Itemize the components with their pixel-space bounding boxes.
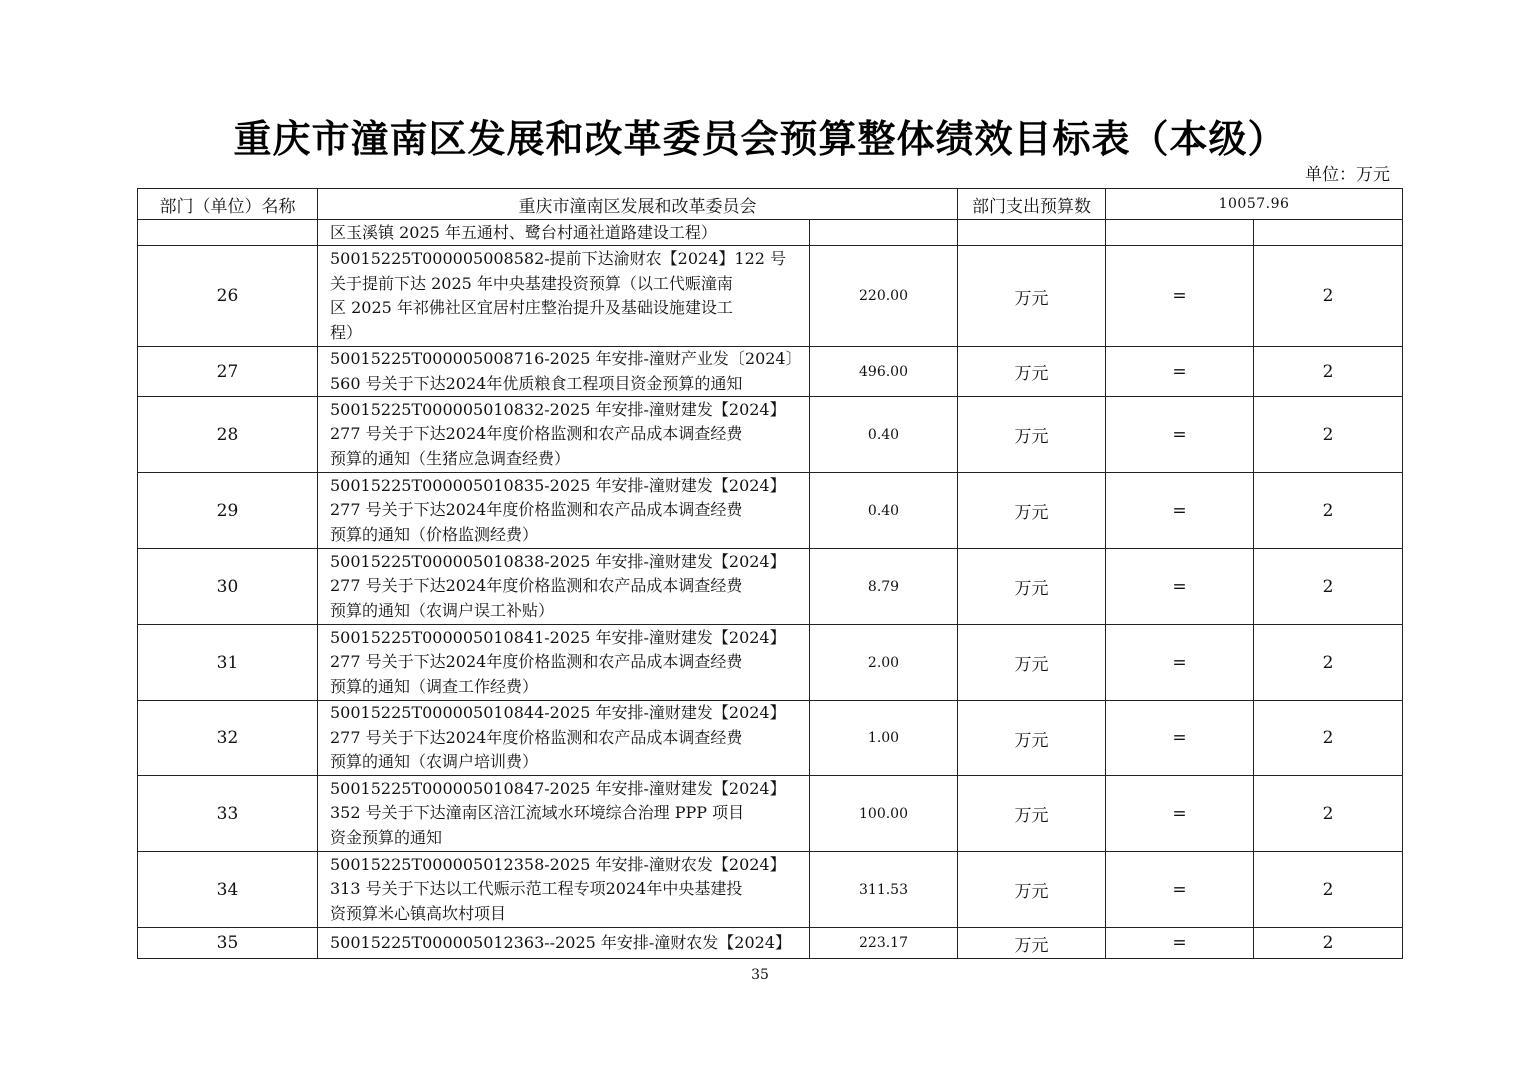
value-cell: 2 — [1254, 549, 1403, 625]
operator-cell: = — [1106, 473, 1254, 549]
operator-cell: = — [1106, 928, 1254, 959]
description-line: 资金预算的通知 — [330, 827, 443, 847]
table-row — [138, 347, 1403, 397]
project-description-cell — [318, 852, 810, 928]
project-description-cell — [318, 347, 810, 397]
value-cell: 2 — [1254, 625, 1403, 701]
table-row — [138, 549, 1403, 625]
project-description-cell — [318, 397, 810, 473]
description-line: 50015225T000005010847-2025 年安排-潼财建发【2024】 — [330, 778, 786, 798]
amount-cell: 2.00 — [810, 625, 958, 701]
value-cell: 2 — [1254, 776, 1403, 852]
operator-cell: = — [1106, 776, 1254, 852]
table-cell — [1254, 220, 1403, 246]
amount-cell: 0.40 — [810, 473, 958, 549]
description-line: 预算的通知（生猪应急调查经费） — [330, 448, 571, 468]
value-cell: 2 — [1254, 397, 1403, 473]
document-title: 重庆市潼南区发展和改革委员会预算整体绩效目标表（本级） — [233, 117, 1287, 161]
unit-cell: 万元 — [958, 246, 1106, 347]
unit-cell: 万元 — [958, 347, 1106, 397]
row-number-cell: 28 — [138, 397, 318, 473]
unit-cell: 万元 — [958, 701, 1106, 776]
performance-target-table — [137, 188, 1403, 959]
project-description-cell — [318, 776, 810, 852]
value-cell: 2 — [1254, 852, 1403, 928]
table-row — [138, 397, 1403, 473]
description-line: 313 号关于下达以工代赈示范工程专项2024年中央基建投 — [330, 879, 743, 899]
description-line: 50015225T000005010835-2025 年安排-潼财建发【2024】 — [330, 475, 786, 495]
amount-cell: 220.00 — [810, 246, 958, 347]
row-number-cell: 32 — [138, 701, 318, 776]
value-cell: 2 — [1254, 246, 1403, 347]
row-number-cell: 31 — [138, 625, 318, 701]
operator-cell: = — [1106, 549, 1254, 625]
description-line: 关于提前下达 2025 年中央基建投资预算（以工代赈潼南 — [330, 273, 733, 293]
row-number-cell: 26 — [138, 246, 318, 347]
project-description-cell — [318, 549, 810, 625]
project-description-cell — [318, 473, 810, 549]
table-cell — [1106, 220, 1254, 246]
operator-cell: = — [1106, 397, 1254, 473]
amount-cell: 496.00 — [810, 347, 958, 397]
dept-label-cell: 部门（单位）名称 — [138, 189, 318, 220]
description-line: 50015225T000005010838-2025 年安排-潼财建发【2024】 — [330, 551, 786, 571]
value-cell: 2 — [1254, 701, 1403, 776]
table-row — [138, 473, 1403, 549]
description-line: 50015225T000005010841-2025 年安排-潼财建发【2024】 — [330, 627, 786, 647]
description-line: 277 号关于下达2024年度价格监测和农产品成本调查经费 — [330, 424, 743, 444]
description-line: 50015225T000005012363--2025 年安排-潼财农发【2024】 — [330, 932, 792, 952]
description-line: 277 号关于下达2024年度价格监测和农产品成本调查经费 — [330, 727, 743, 747]
description-line: 程） — [330, 322, 363, 342]
row-number-cell: 35 — [138, 928, 318, 959]
row-number-cell: 34 — [138, 852, 318, 928]
operator-cell: = — [1106, 625, 1254, 701]
unit-cell: 万元 — [958, 549, 1106, 625]
description-line: 预算的通知（调查工作经费） — [330, 676, 539, 696]
budget-label-cell: 部门支出预算数 — [958, 189, 1106, 220]
description-line: 277 号关于下达2024年度价格监测和农产品成本调查经费 — [330, 652, 743, 672]
budget-value-cell: 10057.96 — [1106, 189, 1403, 220]
description-line: 352 号关于下达潼南区涪江流域水环境综合治理 PPP 项目 — [330, 803, 745, 823]
description-line: 277 号关于下达2024年度价格监测和农产品成本调查经费 — [330, 576, 743, 596]
project-description-cell — [318, 701, 810, 776]
value-cell: 2 — [1254, 473, 1403, 549]
row-number-cell: 27 — [138, 347, 318, 397]
project-description-cell — [318, 625, 810, 701]
unit-cell: 万元 — [958, 776, 1106, 852]
unit-cell: 万元 — [958, 397, 1106, 473]
unit-cell: 万元 — [958, 928, 1106, 959]
description-line: 预算的通知（农调户误工补贴） — [330, 600, 555, 620]
project-description-cell — [318, 928, 810, 959]
description-line: 50015225T000005012358-2025 年安排-潼财农发【2024】 — [330, 854, 786, 874]
operator-cell: = — [1106, 701, 1254, 776]
operator-cell: = — [1106, 852, 1254, 928]
description-line: 50015225T000005010832-2025 年安排-潼财建发【2024】 — [330, 399, 786, 419]
row-number-cell: 30 — [138, 549, 318, 625]
unit-cell: 万元 — [958, 625, 1106, 701]
amount-cell: 8.79 — [810, 549, 958, 625]
table-row — [138, 246, 1403, 347]
amount-cell: 0.40 — [810, 397, 958, 473]
unit-cell: 万元 — [958, 852, 1106, 928]
table-cell — [810, 220, 958, 246]
unit-cell: 万元 — [958, 473, 1106, 549]
table-row — [138, 701, 1403, 776]
description-line: 区 2025 年祁佛社区宜居村庄整治提升及基础设施建设工 — [330, 298, 733, 317]
table-row — [138, 776, 1403, 852]
value-cell: 2 — [1254, 347, 1403, 397]
header-row — [138, 189, 1403, 220]
row-number-cell: 29 — [138, 473, 318, 549]
amount-cell: 1.00 — [810, 701, 958, 776]
amount-cell: 223.17 — [810, 928, 958, 959]
description-line: 277 号关于下达2024年度价格监测和农产品成本调查经费 — [330, 500, 743, 520]
operator-cell: = — [1106, 246, 1254, 347]
continuation-row — [138, 220, 1403, 246]
table-cell — [138, 220, 318, 246]
description-line: 预算的通知（价格监测经费） — [330, 524, 539, 544]
row-number-cell: 33 — [138, 776, 318, 852]
description-line: 资预算米心镇高坎村项目 — [330, 903, 507, 923]
unit-label: 单位：万元 — [1305, 165, 1390, 185]
table-row — [138, 625, 1403, 701]
table-row — [138, 928, 1403, 959]
amount-cell: 311.53 — [810, 852, 958, 928]
page-number: 35 — [751, 967, 769, 983]
project-description-cell — [318, 246, 810, 347]
operator-cell: = — [1106, 347, 1254, 397]
description-line: 50015225T000005010844-2025 年安排-潼财建发【2024】 — [330, 703, 786, 723]
description-line: 50015225T000005008716-2025 年安排-潼财产业发〔2024〕 — [330, 349, 802, 368]
amount-cell: 100.00 — [810, 776, 958, 852]
continuation-desc: 区玉溪镇 2025 年五通村、鹭台村通社道路建设工程） — [318, 220, 810, 246]
table-cell — [958, 220, 1106, 246]
description-line: 预算的通知（农调户培训费） — [330, 752, 539, 772]
value-cell: 2 — [1254, 928, 1403, 959]
table-row — [138, 852, 1403, 928]
dept-name-cell: 重庆市潼南区发展和改革委员会 — [318, 189, 958, 220]
description-line: 560 号关于下达2024年优质粮食工程项目资金预算的通知 — [330, 373, 743, 393]
description-line: 50015225T000005008582-提前下达渝财农【2024】122 号 — [330, 249, 787, 268]
